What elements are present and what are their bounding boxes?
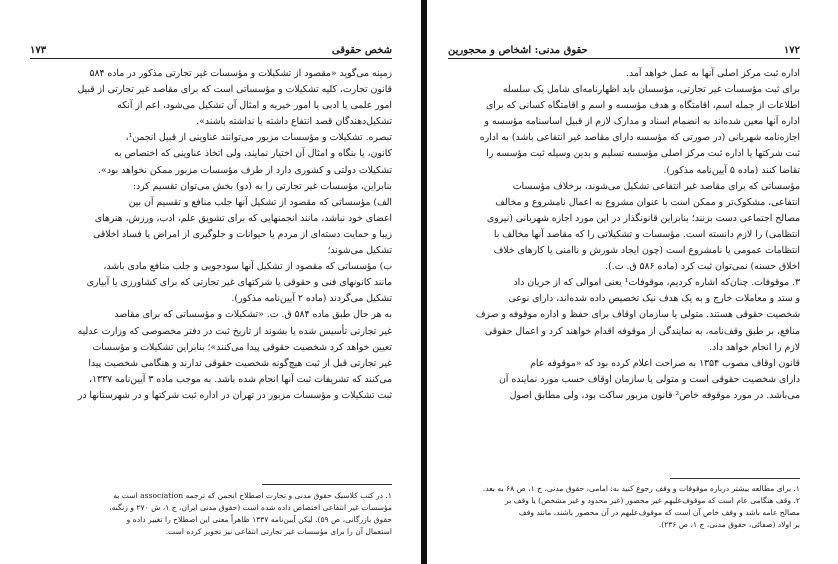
page-number: ۱۷۳: [30, 45, 47, 56]
text-line: ثبت تشکیلات و مؤسسات مزبور در تهران در اداره ثبت شرکتها و در شهرستانها در: [77, 389, 392, 401]
text-line: قانون تجارت، کلیه تشکیلات و مؤسساتی است که برای مقاصد غیر تجارتی از قبیل: [77, 84, 392, 96]
text-line: بنابراین، مؤسسات غیر تجارتی را به (دو) بخش می‌توان تقسیم کرد:: [132, 180, 392, 192]
text-line: تبصره. تشکیلات و مؤسسات مزبور می‌توانند عناوینی از قبیل انجمن¹،: [125, 132, 392, 144]
text-line: زیبا و حمایت دسته‌ای از مردم یا حیوانات و جلوگیری از امراض یا فساد اخلاقی: [93, 228, 392, 240]
text-line: تعیین خواهد کرد شخصیت حقوقی پیدا می‌کنند»؛ بنابراین تشکیلات و مؤسسات: [92, 341, 392, 353]
text-line: می‌باشد. در مورد موقوفه خاص² قانون مزبور ساکت بود، ولی مطابق اصول: [509, 389, 800, 401]
text-line: می‌کنند که تشریفات ثبت آنها انجام شده باشد. به موجب ماده ۳ آیین‌نامه ۱۳۳۷،: [88, 373, 392, 385]
body-text: [30, 66, 392, 404]
text-line: زمینه می‌گوید «مقصود از تشکیلات و مؤسسات غیر تجارتی مذکور در ماده ۵۸۴: [89, 68, 392, 79]
header-rule: [30, 58, 392, 59]
left-page: [0, 0, 412, 564]
text-line: مصالح اجتماعی دست بزنند؛ بنابراین قانونگذار در این مورد اجازه شهربانی (نیروی: [486, 212, 800, 224]
text-line: اطلاعات از جمله اسم، اقامتگاه و هدف مؤسسه و اسم و اقامتگاه کسانی که برای: [486, 100, 800, 112]
text-line: شخصیت حقوقی هستند. متولی یا سازمان اوقاف برای حفظ و اداره موقوفه و صرف: [475, 309, 800, 321]
text-line: لازم را انجام خواهد داد.: [709, 341, 800, 353]
text-line: انتظامات عمومی یا نامشروع است (چون ایجاد شورش و ناامنی یا کارهای خلاف: [493, 245, 800, 257]
footnote-line: استعمال آن را برای مؤسسات غیر تجارتی انتفاعی نیز تجویز کرده است.: [165, 527, 392, 536]
text-line: تشکیل‌دهندگان قصد انتفاع داشته یا نداشته باشند».: [196, 116, 392, 128]
footnote-rule: [262, 484, 392, 485]
text-line: امور علمی یا ادبی یا امور خیریه و امثال آن تشکیل می‌شود، اعم از آنکه: [117, 100, 392, 112]
header-rule: [448, 58, 800, 59]
text-line: برای ثبت مؤسسات غیر تجارتی، مؤسسان باید اظهارنامه‌ای شامل یک سلسله: [502, 84, 800, 96]
footnote-line: ۱. در کتب کلاسیک حقوق مدنی و تجارت اصطلاح انجمن که ترجمه association است به: [113, 491, 392, 500]
text-line: اداره آنها معین شده‌اند به انضمام اسناد و مدارک لازم از قبیل اساسنامه مؤسسه و: [484, 116, 800, 128]
text-line: تشکیل می‌گردند (ماده ۲ آیین‌نامه مذکور).: [231, 293, 392, 305]
text-line: کانون، یا بنگاه و امثال آن اختیار نمایند، ولی اتخاذ عناوینی که اختصاص به: [113, 148, 392, 160]
footnote-line: ۱. برای مطالعه بیشتر درباره موقوفات و وقف رجوع کنید به: امامی، حقوق مدنی، ج ۱، ص ۶۸ به بعد.: [482, 484, 800, 493]
text-line: منافع، بر طبق وقف‌نامه، به نمایندگی از موقوفه اقدام خواهند کرد و اعمال حقوقی: [484, 325, 800, 337]
text-line: انتفاعی، مشکوک‌تر و ممکن است با عنوان مشروع به اعمال نامشروع و مخالف: [495, 196, 800, 208]
text-line: انتظامی) را لازم دانسته است. مؤسسات و تشکیلاتی را که مقاصد آنها مخالف با: [493, 228, 800, 240]
body-text: [448, 66, 800, 404]
page-header: [30, 42, 392, 56]
text-line: اداره ثبت مرکز اصلی آنها به عمل خواهد آمد.: [626, 68, 800, 79]
text-line: به هر حال طبق ماده ۵۸۴ ق. ت. «تشکیلات و مؤسساتی که برای مقاصد: [114, 309, 392, 321]
text-line: اخلاق حسنه) نمی‌توان ثبت کرد (ماده ۵۸۶ ق. ت.).: [605, 261, 800, 273]
text-line: الف) مؤسساتی که مقصود از تشکیل آنها جلب منافع و تقسیم آن بین: [128, 196, 392, 208]
footnote-line: مصالح عامه باشد و وقف خاص آن است که موقوف‌علیهم در آن محصور باشند، مانند وقف: [518, 508, 800, 517]
text-line: تشکیلات دولتی و کشوری دارد از طرف مؤسسات مزبور ممکن نخواهد بود».: [98, 164, 392, 176]
text-line: مانند کانونهای فنی و حقوقی یا شرکتهای غیر تجارتی که برای کشاورزی یا آبیاری: [86, 277, 392, 289]
text-line: تشکیل می‌شوند؛: [327, 245, 392, 257]
footnote-line: حقوق بازرگانی، ص ۵۹). لیکن آیین‌نامه ۱۳۳۷ ظاهراً معنی این اصطلاح را تغییر داده و: [126, 515, 392, 524]
book-spine: [421, 0, 427, 564]
running-title: شخص حقوقی: [331, 45, 392, 56]
text-line: مؤسساتی که برای مقاصد غیر انتفاعی تشکیل می‌شوند، برخلاف مؤسسات: [512, 180, 800, 192]
text-line: ب) مؤسساتی که مقصود از تشکیل آنها سودجویی و جلب منافع مادی باشد،: [103, 261, 392, 273]
footnote-line: مؤسسات غیر انتفاعی اختصاص داده شده است (حقوق مدنی ایران، ج ۱، ش ۲۷۰ و زنگنه،: [109, 503, 392, 512]
text-line: و ستد و معاملات خارج و به یک هدف نیک تخصیص داده شده‌اند، دارای نوعی: [508, 293, 800, 305]
text-line: دارای شخصیت حقوقی است و متولی یا سازمان اوقاف حسب مورد نماینده آن: [498, 373, 800, 385]
footnotes: [448, 483, 800, 531]
text-line: تقاضا کنند (ماده ۵ آیین‌نامه مذکور).: [663, 164, 800, 176]
right-page: [436, 0, 838, 564]
footnotes: [30, 490, 392, 538]
footnote-line: بر اولاد (صفائی، حقوق مدنی، ج ۱، ص ۲۳۶).: [658, 520, 800, 529]
footnote-rule: [670, 478, 800, 479]
running-title: حقوق مدنی: اشخاص و محجورین: [448, 45, 588, 56]
text-line: ثبت شرکتها یا اداره ثبت مرکز اصلی مؤسسه تسلیم و بدین وسیله ثبت مؤسسه را: [486, 148, 800, 160]
text-line: اعضای خود نباشد، مانند انجمنهایی که برای تشویق علم، ادب، ورزش، هنرهای: [94, 212, 392, 224]
text-line: ۳. موقوفات. چنان‌که اشاره کردیم، موقوفات¹ یعنی اموالی که از جریان داد: [513, 277, 800, 289]
text-line: غیر تجارتی قبل از ثبت هیچ‌گونه شخصیت حقوقی ندارند و هنگامی شخصیت پیدا: [88, 357, 392, 369]
text-line: اجازه‌نامه شهربانی (در صورتی که مؤسسه دارای مقاصد غیر انتفاعی باشد) به اداره: [479, 132, 800, 144]
footnote-line: ۲. وقف هنگامی عام است که موقوف‌علیهم غیر محصور (غیر محدود و غیر مشخص) یا وقف بر: [505, 496, 800, 505]
page-number: ۱۷۲: [783, 45, 800, 56]
text-line: قانون اوقاف مصوب ۱۳۵۴ به صراحت اعلام کرده بود که «موقوفه عام: [530, 357, 800, 369]
text-line: غیر تجارتی تأسیس شده یا بشوند از تاریخ ثبت در دفتر مخصوصی که وزارت عدلیه: [77, 325, 392, 337]
page-header: [448, 42, 800, 56]
